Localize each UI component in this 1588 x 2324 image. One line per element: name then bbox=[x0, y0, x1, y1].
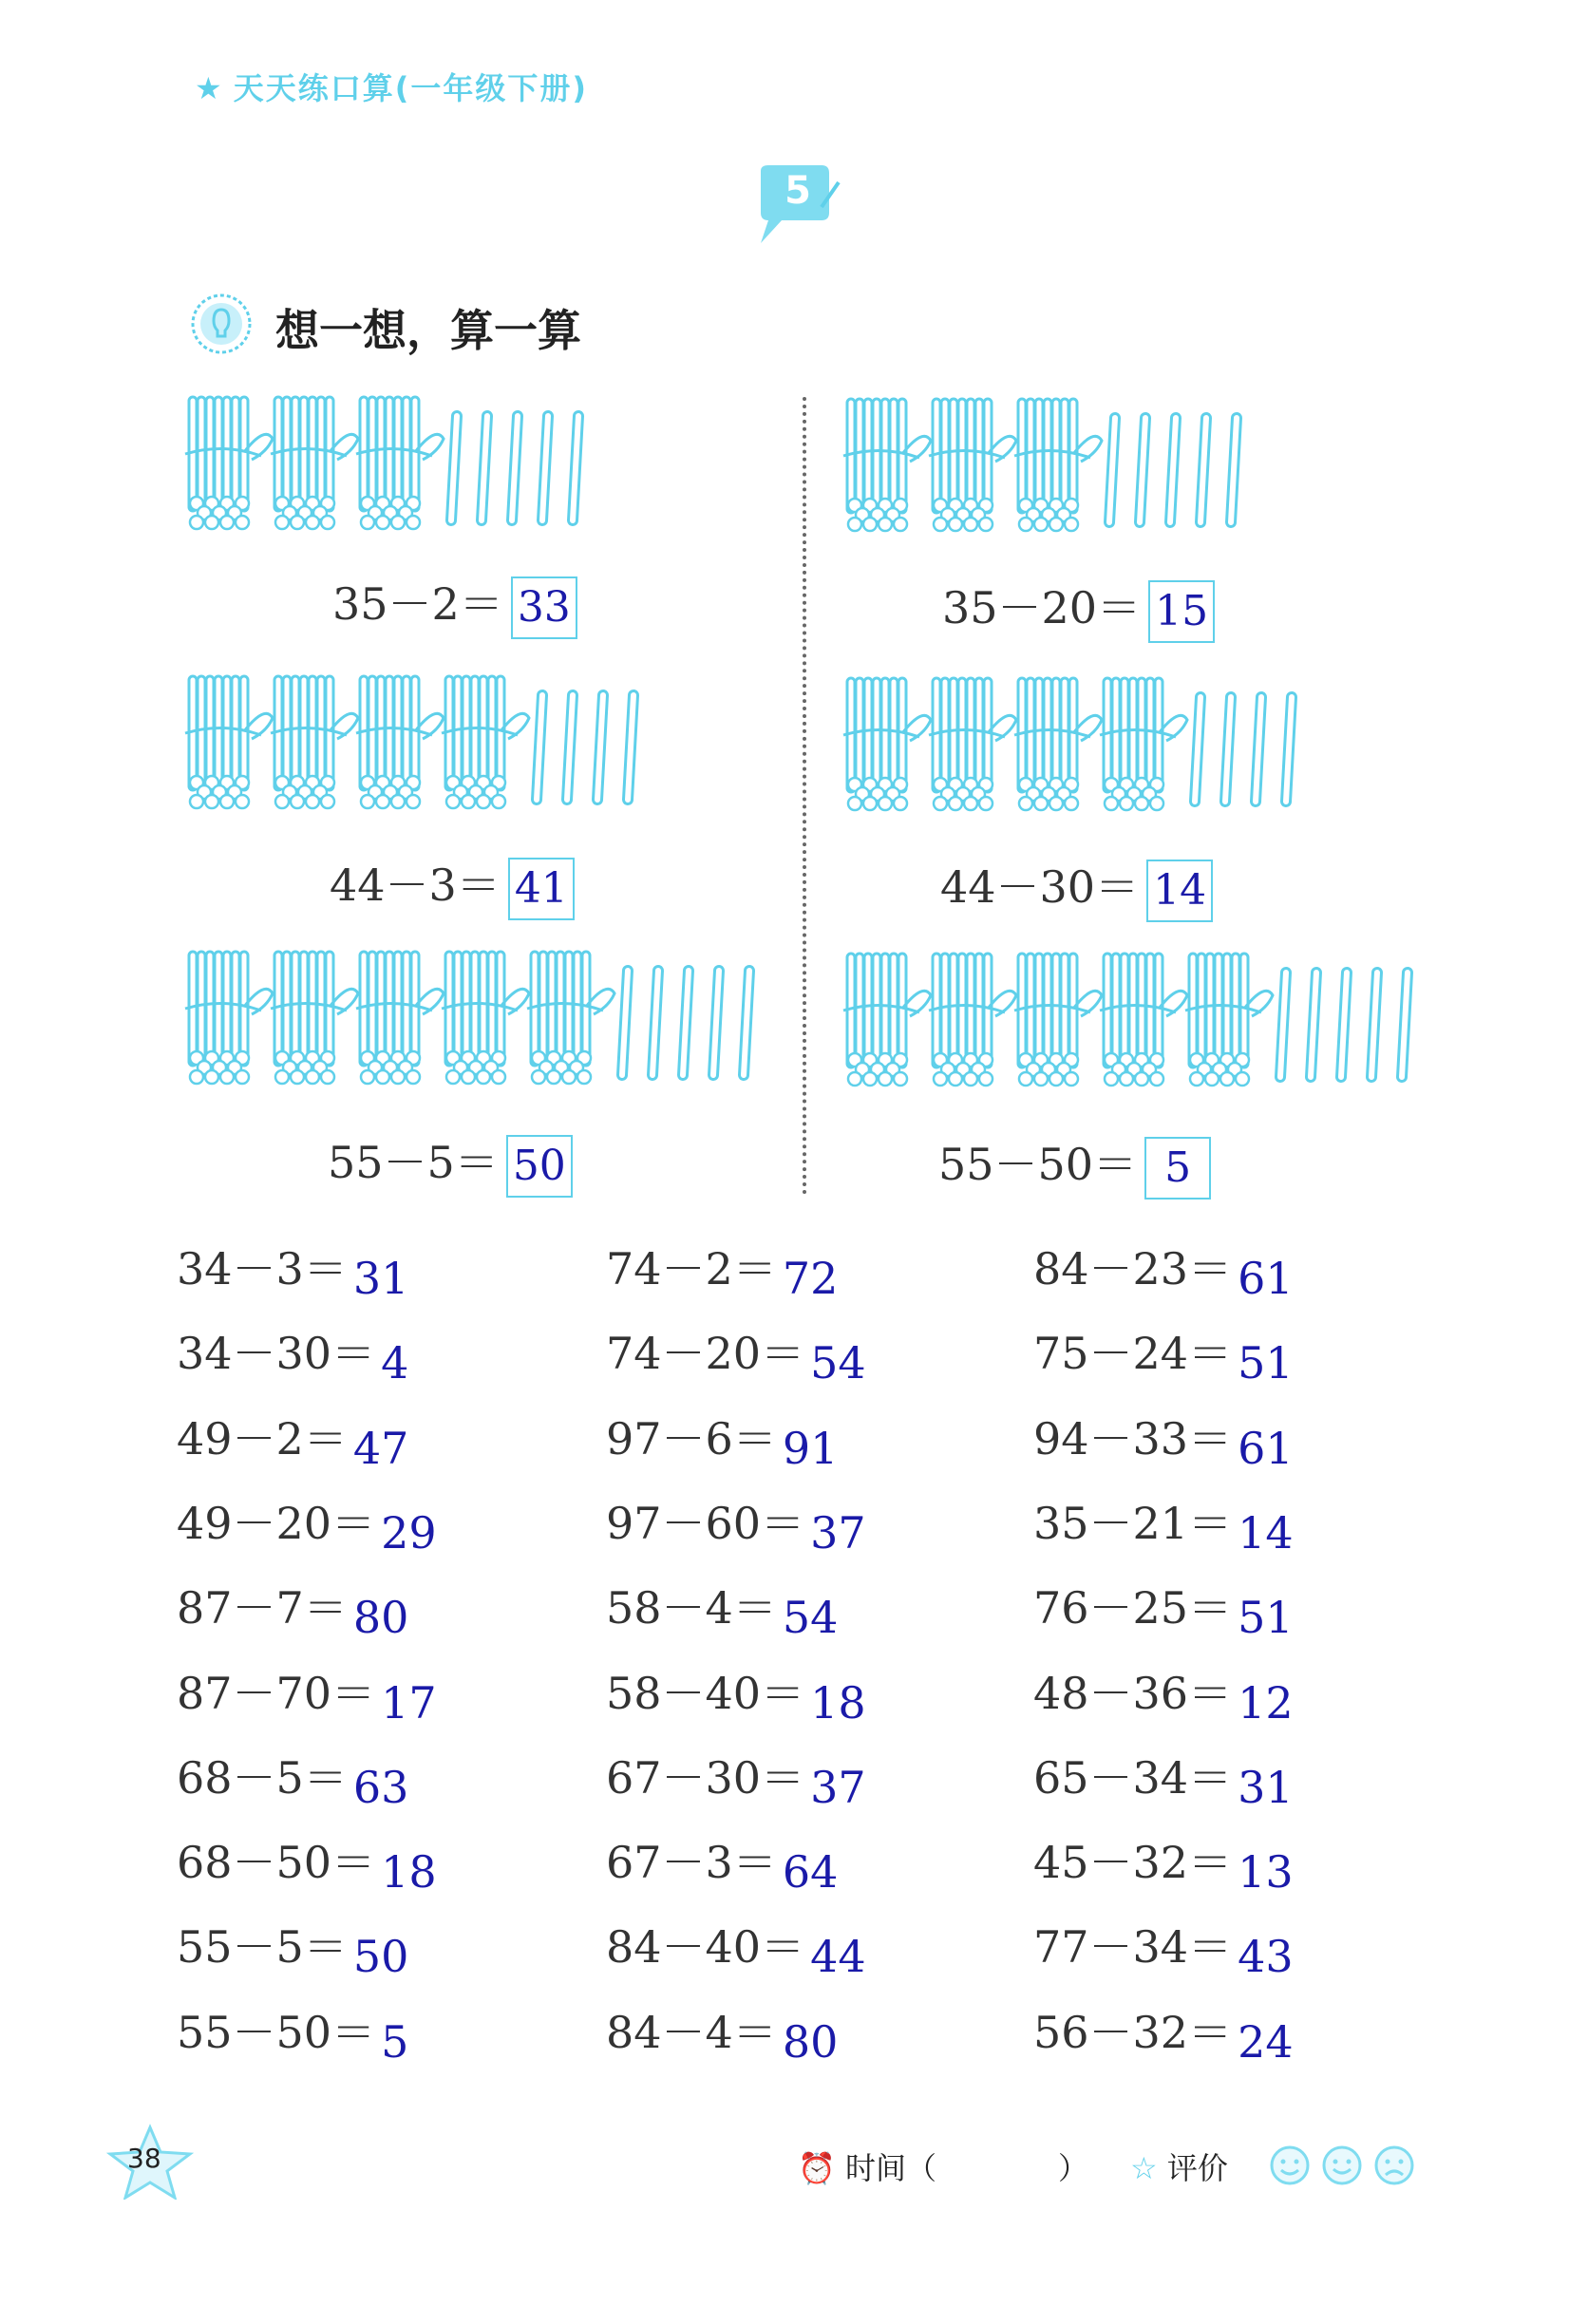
exercise-expression: 74－20＝ bbox=[606, 1328, 805, 1380]
exercise-expression: 94－33＝ bbox=[1033, 1412, 1233, 1464]
single-stick-icon bbox=[1140, 418, 1145, 522]
single-stick-icon bbox=[567, 695, 573, 800]
stick-bundle-icon bbox=[185, 676, 273, 808]
exercise-answer[interactable]: 50 bbox=[352, 1931, 409, 1983]
exercise-answer[interactable]: 37 bbox=[810, 1761, 866, 1813]
single-stick-icon bbox=[542, 416, 548, 520]
exercise-row bbox=[177, 1744, 409, 1813]
exercise-expression: 49－2＝ bbox=[177, 1412, 348, 1464]
sad-face-icon[interactable] bbox=[1376, 2147, 1412, 2183]
picture-equation-4 bbox=[940, 853, 1213, 922]
single-stick-icon bbox=[683, 971, 689, 1075]
single-stick-icon bbox=[597, 695, 603, 800]
single-stick-icon bbox=[451, 416, 457, 520]
time-label: 时间（ ） bbox=[845, 2150, 1089, 2186]
stick-bundle-icon bbox=[929, 954, 1016, 1086]
exercise-answer[interactable]: 24 bbox=[1238, 2015, 1294, 2068]
picture-equation-5 bbox=[328, 1128, 573, 1198]
exercise-answer[interactable]: 63 bbox=[352, 1761, 409, 1813]
stick-bundle-icon bbox=[1100, 954, 1187, 1086]
exercise-expression: 77－34＝ bbox=[1033, 1921, 1233, 1974]
exercise-answer[interactable]: 54 bbox=[810, 1337, 866, 1389]
exercise-answer[interactable]: 43 bbox=[1238, 1931, 1294, 1983]
time-field[interactable] bbox=[798, 2145, 1088, 2188]
single-stick-icon bbox=[1311, 973, 1316, 1077]
stick-bundle-icon bbox=[1100, 678, 1187, 810]
exercise-answer[interactable]: 31 bbox=[1238, 1761, 1294, 1813]
exercise-answer[interactable]: 61 bbox=[1238, 1253, 1294, 1304]
exercise-answer[interactable]: 4 bbox=[381, 1337, 409, 1389]
stick-bundle-icon bbox=[185, 952, 273, 1084]
answer-box[interactable]: 15 bbox=[1148, 580, 1215, 643]
exercise-row bbox=[1033, 1744, 1294, 1813]
stick-bundle-icon bbox=[185, 397, 273, 529]
exercise-row bbox=[606, 1998, 839, 2068]
single-stick-icon bbox=[744, 971, 749, 1075]
exercise-answer[interactable]: 51 bbox=[1238, 1592, 1294, 1644]
picture-equation-6 bbox=[938, 1130, 1211, 1200]
exercise-answer[interactable]: 37 bbox=[810, 1506, 866, 1559]
exercise-row bbox=[177, 1659, 437, 1729]
exercise-expression: 67－3＝ bbox=[606, 1837, 777, 1889]
clock-icon: ⏰ bbox=[798, 2150, 836, 2186]
exercise-answer[interactable]: 44 bbox=[810, 1931, 866, 1983]
exercise-row bbox=[606, 1405, 839, 1474]
exercise-expression: 49－20＝ bbox=[177, 1497, 376, 1549]
exercise-row bbox=[177, 1828, 437, 1899]
exercise-expression: 56－32＝ bbox=[1033, 2006, 1233, 2058]
exercise-row bbox=[1033, 1489, 1294, 1559]
exercise-expression: 55－50＝ bbox=[177, 2006, 376, 2058]
evaluation-label: 评价 bbox=[1166, 2150, 1228, 2186]
exercise-row bbox=[177, 1319, 409, 1389]
exercise-row bbox=[177, 1405, 409, 1474]
single-stick-icon bbox=[1280, 973, 1286, 1077]
equation-text: 55－50＝ bbox=[938, 1139, 1138, 1190]
single-stick-icon bbox=[652, 971, 658, 1075]
star-icon: ★ bbox=[195, 70, 224, 106]
exercise-row bbox=[177, 1235, 409, 1304]
single-stick-icon bbox=[628, 695, 633, 800]
exercise-row bbox=[1033, 1405, 1294, 1474]
stick-bundle-icon bbox=[527, 952, 614, 1084]
single-stick-icon bbox=[1170, 418, 1176, 522]
exercise-answer[interactable]: 18 bbox=[810, 1676, 866, 1729]
exercise-expression: 58－40＝ bbox=[606, 1667, 805, 1719]
happy-face-icon[interactable] bbox=[1324, 2147, 1360, 2183]
stick-bundle-icon bbox=[356, 397, 444, 529]
exercise-expression: 34－3＝ bbox=[177, 1243, 348, 1294]
answer-box[interactable]: 14 bbox=[1146, 860, 1213, 922]
exercise-row bbox=[606, 1659, 866, 1729]
stick-bundle-icon bbox=[356, 952, 444, 1084]
exercise-row bbox=[1033, 1235, 1294, 1304]
single-stick-icon bbox=[1341, 973, 1347, 1077]
lesson-number: 5 bbox=[785, 169, 811, 213]
single-stick-icon bbox=[1231, 418, 1237, 522]
exercise-row bbox=[606, 1235, 839, 1304]
exercise-answer[interactable]: 12 bbox=[1238, 1676, 1294, 1729]
exercise-row bbox=[606, 1828, 839, 1899]
answer-box[interactable]: 41 bbox=[508, 858, 575, 920]
rating-faces bbox=[1263, 2143, 1425, 2188]
exercise-answer[interactable]: 29 bbox=[381, 1506, 437, 1559]
section-title: 想一想，算一算 bbox=[275, 305, 581, 356]
single-stick-icon bbox=[1195, 697, 1200, 802]
equation-text: 44－30＝ bbox=[940, 861, 1140, 913]
exercise-row bbox=[1033, 1828, 1294, 1899]
exercise-row bbox=[177, 1998, 409, 2068]
exercise-row bbox=[606, 1913, 866, 1983]
exercise-expression: 35－21＝ bbox=[1033, 1497, 1233, 1549]
exercise-answer[interactable]: 80 bbox=[352, 1592, 409, 1644]
exercise-answer[interactable]: 72 bbox=[782, 1253, 839, 1304]
exercise-answer[interactable]: 80 bbox=[782, 2015, 839, 2068]
picture-equation-2 bbox=[942, 574, 1215, 643]
stick-bundle-icon bbox=[271, 952, 358, 1084]
smile-face-icon[interactable] bbox=[1272, 2147, 1308, 2183]
stick-bundle-icon bbox=[843, 954, 931, 1086]
exercise-row bbox=[177, 1574, 409, 1644]
exercise-row bbox=[1033, 1913, 1294, 1983]
single-stick-icon bbox=[1225, 697, 1231, 802]
star-outline-icon: ☆ bbox=[1130, 2150, 1158, 2186]
single-stick-icon bbox=[1200, 418, 1206, 522]
exercise-expression: 87－7＝ bbox=[177, 1582, 348, 1634]
answer-box[interactable]: 50 bbox=[506, 1135, 573, 1198]
exercise-expression: 45－32＝ bbox=[1033, 1837, 1233, 1889]
exercise-answer[interactable]: 61 bbox=[1238, 1422, 1294, 1474]
exercise-expression: 84－23＝ bbox=[1033, 1243, 1233, 1294]
exercise-row bbox=[1033, 1659, 1294, 1729]
exercise-answer[interactable]: 54 bbox=[782, 1592, 839, 1644]
picture-equation-1 bbox=[332, 570, 577, 639]
equation-text: 35－2＝ bbox=[332, 578, 503, 630]
stick-bundle-icon bbox=[1014, 954, 1102, 1086]
exercise-expression: 68－50＝ bbox=[177, 1837, 376, 1889]
exercise-expression: 84－4＝ bbox=[606, 2006, 777, 2058]
exercise-row bbox=[177, 1913, 409, 1983]
stick-bundle-icon bbox=[442, 676, 529, 808]
exercise-answer[interactable]: 5 bbox=[381, 2015, 409, 2068]
answer-box[interactable]: 33 bbox=[511, 576, 577, 639]
exercise-row bbox=[1033, 1319, 1294, 1389]
exercise-expression: 55－5＝ bbox=[177, 1921, 348, 1974]
picture-equation-3 bbox=[330, 851, 575, 920]
exercise-answer[interactable]: 14 bbox=[1238, 1506, 1294, 1559]
exercise-answer[interactable]: 18 bbox=[381, 1846, 437, 1899]
answer-box[interactable]: 5 bbox=[1144, 1137, 1211, 1200]
exercise-answer[interactable]: 13 bbox=[1238, 1846, 1294, 1899]
exercise-expression: 76－25＝ bbox=[1033, 1582, 1233, 1634]
exercise-answer[interactable]: 64 bbox=[782, 1846, 839, 1899]
stick-bundle-icon bbox=[929, 678, 1016, 810]
single-stick-icon bbox=[1371, 973, 1377, 1077]
single-stick-icon bbox=[622, 971, 628, 1075]
equation-text: 55－5＝ bbox=[328, 1137, 499, 1188]
single-stick-icon bbox=[1402, 973, 1408, 1077]
exercise-answer[interactable]: 17 bbox=[381, 1676, 437, 1729]
exercise-expression: 34－30＝ bbox=[177, 1328, 376, 1380]
single-stick-icon bbox=[573, 416, 578, 520]
single-stick-icon bbox=[713, 971, 719, 1075]
exercise-row bbox=[606, 1574, 839, 1644]
stick-bundle-icon bbox=[929, 399, 1016, 531]
page-number: 38 bbox=[127, 2143, 161, 2174]
exercise-answer[interactable]: 51 bbox=[1238, 1337, 1294, 1389]
stick-bundle-icon bbox=[271, 397, 358, 529]
exercise-expression: 65－34＝ bbox=[1033, 1751, 1233, 1804]
exercise-row bbox=[606, 1489, 866, 1559]
exercise-expression: 68－5＝ bbox=[177, 1751, 348, 1804]
exercise-row bbox=[606, 1744, 866, 1813]
exercise-row bbox=[606, 1319, 866, 1389]
single-stick-icon bbox=[1109, 418, 1115, 522]
exercise-expression: 97－6＝ bbox=[606, 1412, 777, 1464]
exercise-expression: 48－36＝ bbox=[1033, 1667, 1233, 1719]
single-stick-icon bbox=[1256, 697, 1261, 802]
equation-text: 44－3＝ bbox=[330, 860, 501, 911]
single-stick-icon bbox=[482, 416, 487, 520]
equation-text: 35－20＝ bbox=[942, 582, 1142, 633]
exercise-row bbox=[177, 1489, 437, 1559]
book-title: 天天练口算(一年级下册) bbox=[233, 70, 588, 106]
stick-bundle-icon bbox=[1014, 678, 1102, 810]
exercise-answer[interactable]: 91 bbox=[782, 1422, 839, 1474]
exercise-expression: 74－2＝ bbox=[606, 1243, 777, 1294]
single-stick-icon bbox=[1286, 697, 1292, 802]
stick-bundle-icon bbox=[442, 952, 529, 1084]
exercise-expression: 97－60＝ bbox=[606, 1497, 805, 1549]
exercise-expression: 67－30＝ bbox=[606, 1751, 805, 1804]
stick-bundle-icon bbox=[843, 678, 931, 810]
exercise-expression: 84－40＝ bbox=[606, 1921, 805, 1974]
exercise-row bbox=[1033, 1998, 1294, 2068]
stick-bundle-icon bbox=[271, 676, 358, 808]
exercise-answer[interactable]: 31 bbox=[352, 1253, 409, 1304]
single-stick-icon bbox=[512, 416, 518, 520]
exercise-row bbox=[1033, 1574, 1294, 1644]
stick-bundle-icon bbox=[1185, 954, 1273, 1086]
stick-bundle-icon bbox=[843, 399, 931, 531]
exercise-expression: 58－4＝ bbox=[606, 1582, 777, 1634]
evaluation bbox=[1130, 2145, 1228, 2188]
stick-bundle-icon bbox=[1014, 399, 1102, 531]
exercise-expression: 75－24＝ bbox=[1033, 1328, 1233, 1380]
single-stick-icon bbox=[537, 695, 542, 800]
stick-bundle-icon bbox=[356, 676, 444, 808]
exercise-answer[interactable]: 47 bbox=[352, 1422, 409, 1474]
exercise-expression: 87－70＝ bbox=[177, 1667, 376, 1719]
